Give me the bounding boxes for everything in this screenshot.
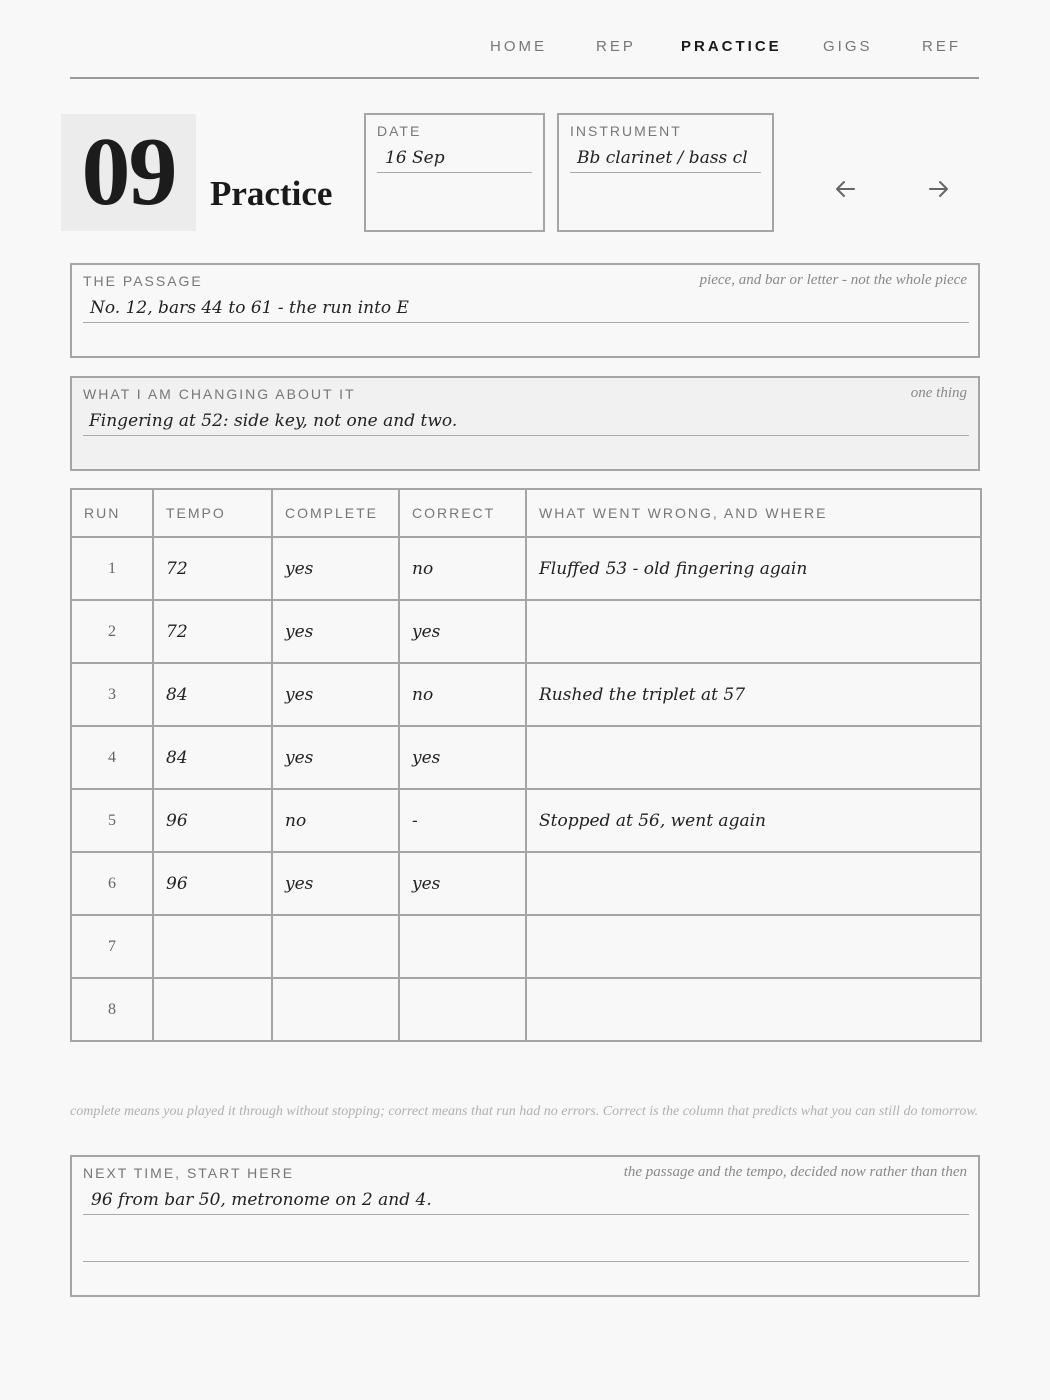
notes-cell[interactable] [526,789,981,852]
arrow-left-icon[interactable] [833,177,857,201]
next-time-label: NEXT TIME, START HERE [83,1165,295,1181]
run-number: 5 [71,789,153,852]
table-row [71,789,981,852]
run-number: 8 [71,978,153,1041]
correct-cell[interactable] [399,852,526,915]
next-time-underline-2 [83,1261,969,1262]
correct-value: - [412,810,418,831]
passage-underline [83,322,969,323]
next-time-underline [83,1214,969,1215]
correct-value: yes [412,621,441,642]
table-row [71,600,981,663]
tempo-cell[interactable] [153,915,272,978]
complete-value: yes [285,684,314,705]
tempo-value: 84 [166,684,188,705]
table-row [71,915,981,978]
change-field[interactable] [70,376,980,471]
table-row [71,852,981,915]
next-time-hint: the passage and the tempo, decided now rather than then [623,1164,967,1180]
tempo-value: 96 [166,873,188,894]
complete-cell[interactable] [272,789,399,852]
run-number: 6 [71,852,153,915]
notes-cell[interactable] [526,915,981,978]
correct-cell[interactable] [399,663,526,726]
change-value: Fingering at 52: side key, not one and two. [89,411,458,431]
run-number: 1 [71,537,153,600]
date-underline [377,172,532,173]
footnote: complete means you played it through without stopping; correct means that run had no errors. Correct is the column that predicts what you can still do tomorrow. [70,1104,979,1119]
table-row [71,978,981,1041]
tempo-value: 96 [166,810,188,831]
correct-cell[interactable] [399,726,526,789]
complete-cell[interactable] [272,915,399,978]
next-time-value: 96 from bar 50, metronome on 2 and 4. [91,1190,432,1210]
page-number: 09 [61,114,196,231]
table-row [71,537,981,600]
complete-cell[interactable] [272,663,399,726]
col-header-tempo: TEMPO [153,489,272,537]
correct-value: yes [412,873,441,894]
complete-cell[interactable] [272,600,399,663]
tempo-cell[interactable] [153,789,272,852]
complete-value: yes [285,747,314,768]
tempo-value: 72 [166,621,188,642]
instrument-label: INSTRUMENT [570,123,682,139]
tempo-cell[interactable] [153,600,272,663]
complete-cell[interactable] [272,726,399,789]
complete-value: yes [285,873,314,894]
passage-value: No. 12, bars 44 to 61 - the run into E [90,298,409,318]
tempo-value: 84 [166,747,188,768]
correct-cell[interactable] [399,537,526,600]
runs-table [70,488,982,1042]
complete-cell[interactable] [272,537,399,600]
instrument-underline [570,172,761,173]
nav-home[interactable]: HOME [490,38,547,55]
notes-cell[interactable] [526,537,981,600]
table-header-row [71,489,981,537]
notes-cell[interactable] [526,600,981,663]
tempo-value: 72 [166,558,188,579]
table-row [71,663,981,726]
correct-value: no [412,684,434,705]
col-header-run: RUN [71,489,153,537]
complete-value: yes [285,621,314,642]
notes-value: Stopped at 56, went again [539,810,766,831]
complete-value: no [285,810,307,831]
change-label: WHAT I AM CHANGING ABOUT IT [83,386,356,402]
date-label: DATE [377,123,422,139]
complete-value: yes [285,558,314,579]
change-underline [83,435,969,436]
arrow-right-icon[interactable] [927,177,951,201]
col-header-notes: WHAT WENT WRONG, AND WHERE [526,489,981,537]
tempo-cell[interactable] [153,852,272,915]
correct-cell[interactable] [399,789,526,852]
date-value: 16 Sep [385,148,445,168]
table-row [71,726,981,789]
date-field[interactable] [364,113,545,232]
nav-gigs[interactable]: GIGS [823,38,873,55]
passage-field[interactable] [70,263,980,358]
passage-label: THE PASSAGE [83,273,203,289]
passage-hint: piece, and bar or letter - not the whole piece [699,272,967,288]
col-header-correct: CORRECT [399,489,526,537]
next-time-field[interactable] [70,1155,980,1297]
change-hint: one thing [910,385,967,401]
run-number: 2 [71,600,153,663]
nav-rep[interactable]: REP [596,38,636,55]
instrument-value: Bb clarinet / bass cl [577,148,748,168]
run-number: 3 [71,663,153,726]
complete-cell[interactable] [272,852,399,915]
run-number: 7 [71,915,153,978]
tempo-cell[interactable] [153,726,272,789]
notes-cell[interactable] [526,852,981,915]
notes-value: Rushed the triplet at 57 [539,684,746,705]
instrument-field[interactable] [557,113,774,232]
nav-practice[interactable]: PRACTICE [681,38,782,55]
notes-cell[interactable] [526,663,981,726]
correct-value: no [412,558,434,579]
notes-value: Fluffed 53 - old fingering again [539,558,808,579]
correct-value: yes [412,747,441,768]
tempo-cell[interactable] [153,978,272,1041]
tempo-cell[interactable] [153,663,272,726]
run-number: 4 [71,726,153,789]
correct-cell[interactable] [399,600,526,663]
top-nav [70,0,979,79]
correct-cell[interactable] [399,978,526,1041]
tempo-cell[interactable] [153,537,272,600]
col-header-complete: COMPLETE [272,489,399,537]
nav-ref[interactable]: REF [922,38,961,55]
complete-cell[interactable] [272,978,399,1041]
correct-cell[interactable] [399,915,526,978]
notes-cell[interactable] [526,726,981,789]
notes-cell[interactable] [526,978,981,1041]
page-title: Practice [210,174,333,213]
